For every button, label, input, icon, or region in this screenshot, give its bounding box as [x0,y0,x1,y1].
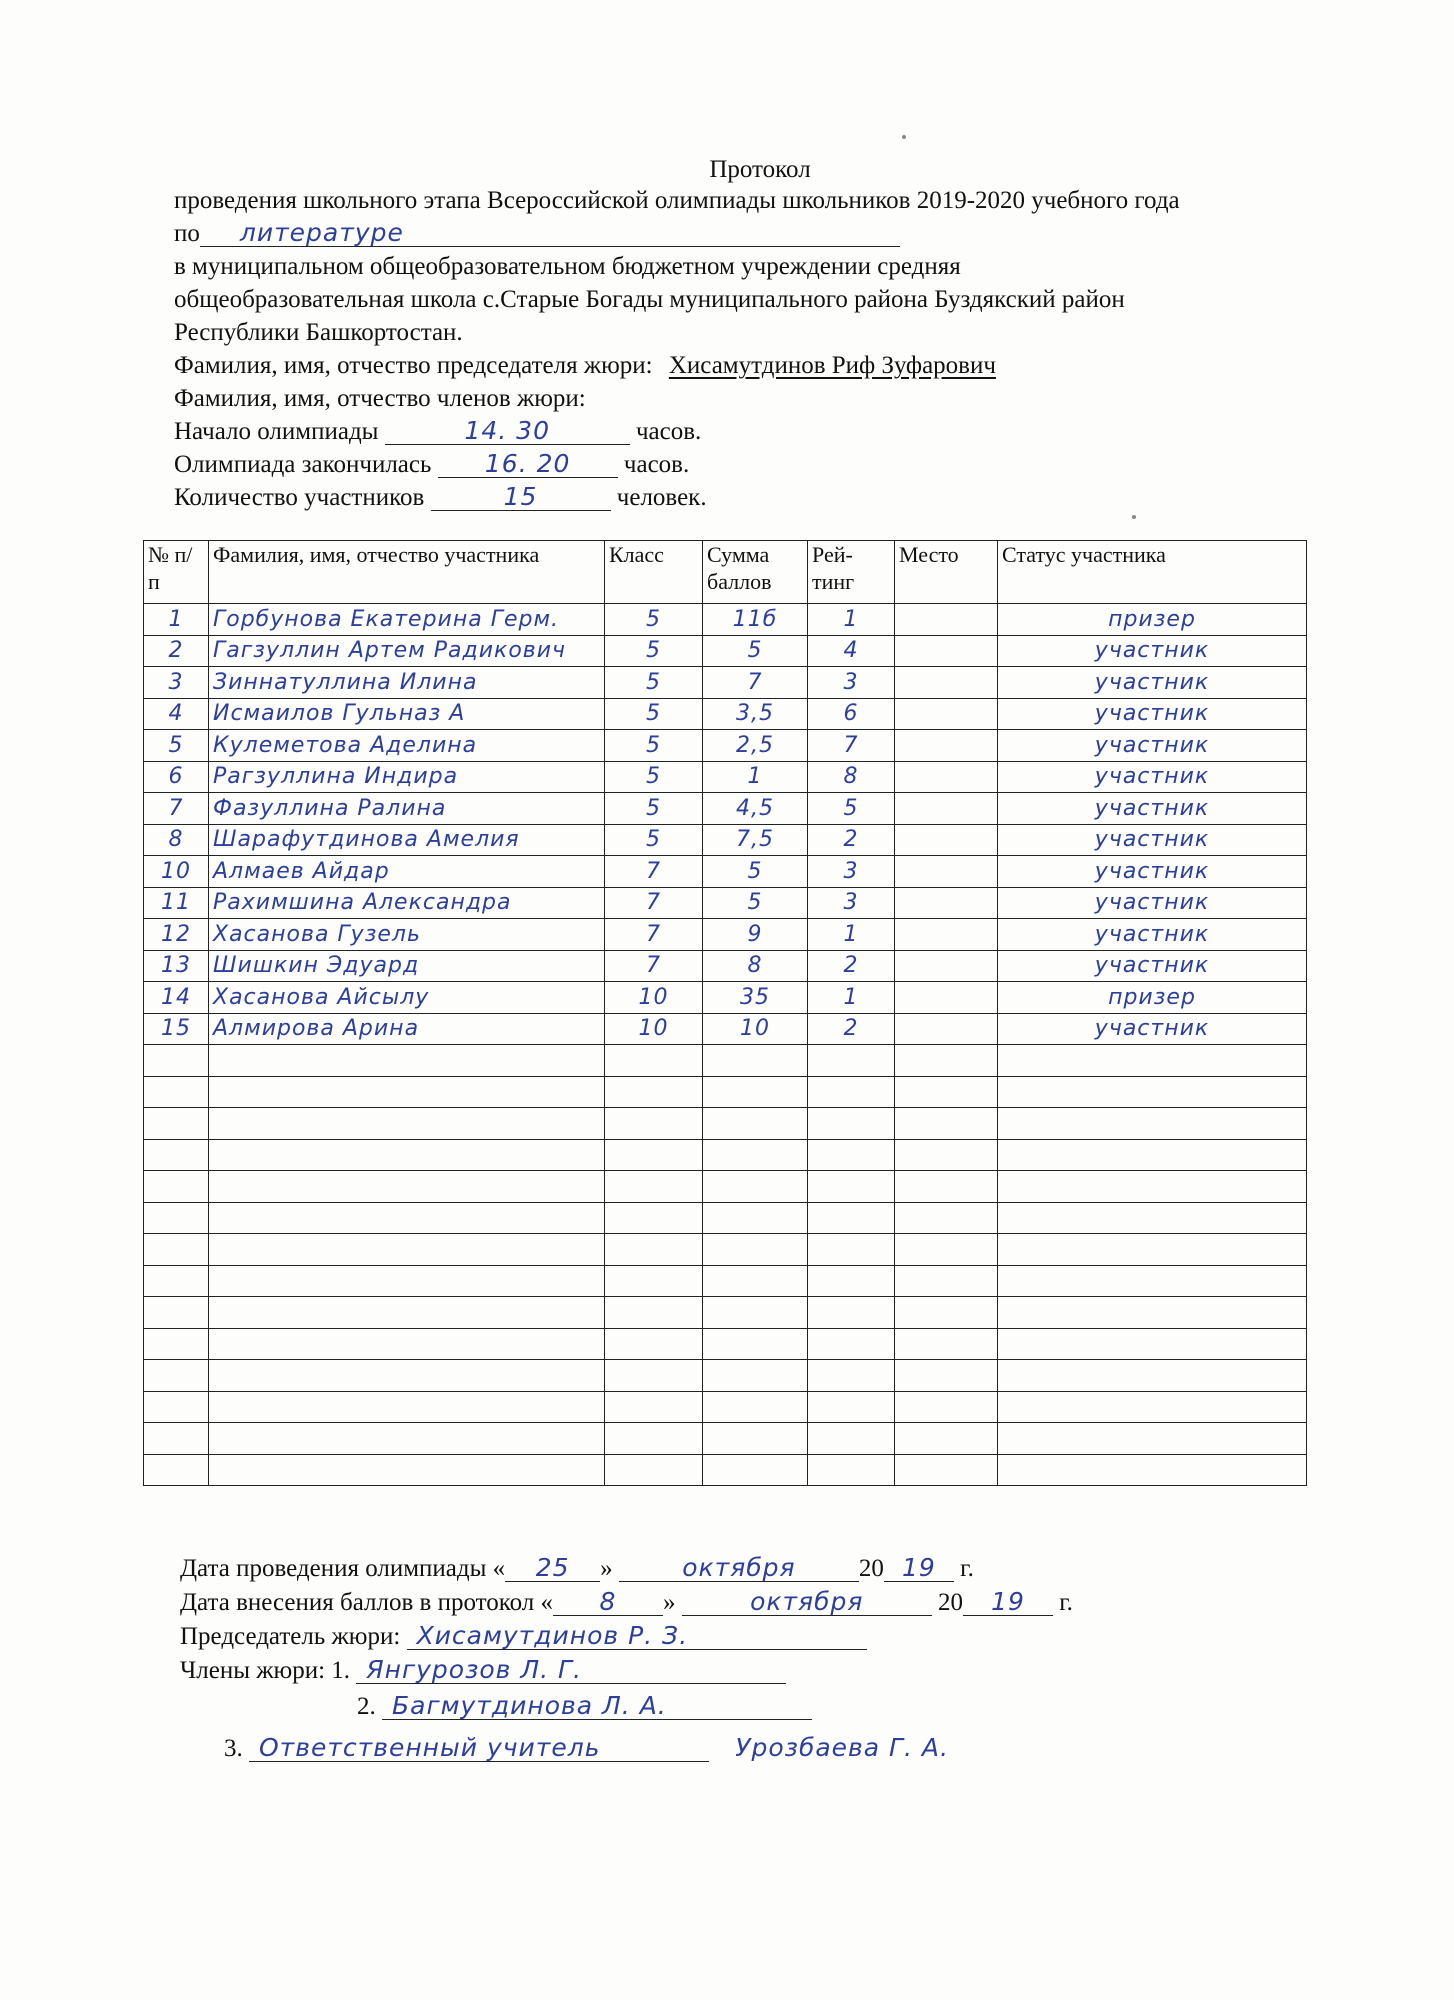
cell-name [209,1202,605,1234]
entry-date-line [180,1588,1073,1618]
cell-num: 5 [144,730,209,762]
cell-place [895,793,998,825]
cell-score: 3,5 [703,698,808,730]
cell-score [703,1297,808,1329]
empty-table-row [144,1234,1307,1266]
cell-num [144,1360,209,1392]
cell-place [895,856,998,888]
members-sign-label: Члены жюри: [180,1657,326,1684]
col-status-header: Статус участника [998,541,1307,604]
cell-grade: 10 [605,1013,703,1045]
cell-status: участник [998,950,1307,982]
member-3-name: Урозбаева Г. А. [735,1733,949,1762]
cell-rating: 2 [808,824,895,856]
cell-num [144,1045,209,1077]
cell-status: участник [998,887,1307,919]
cell-name [209,1454,605,1486]
cell-score: 10 [703,1013,808,1045]
cell-place [895,1076,998,1108]
cell-grade [605,1391,703,1423]
table-body [144,604,1307,1486]
cell-status [998,1265,1307,1297]
cell-status: участник [998,635,1307,667]
cell-rating [808,1202,895,1234]
cell-status [998,1045,1307,1077]
cell-num [144,1391,209,1423]
empty-table-row [144,1297,1307,1329]
cell-num: 11 [144,887,209,919]
col-place-header: Место [895,541,998,604]
cell-score: 8 [703,950,808,982]
entry-year-suffix: 19 [963,1589,1053,1616]
empty-table-row [144,1391,1307,1423]
cell-name [209,1265,605,1297]
table-row [144,793,1307,825]
cell-place [895,982,998,1014]
start-time: 14. 30 [385,418,630,445]
cell-grade: 7 [605,950,703,982]
cell-num: 15 [144,1013,209,1045]
entry-quote: » [663,1589,676,1616]
cell-name [209,1423,605,1455]
cell-status [998,1202,1307,1234]
scan-speck [1132,515,1136,519]
cell-grade: 7 [605,919,703,951]
cell-rating: 2 [808,1013,895,1045]
cell-place [895,730,998,762]
cell-num [144,1297,209,1329]
year-suffix: 19 [884,1555,954,1582]
cell-grade: 5 [605,793,703,825]
cell-status [998,1139,1307,1171]
cell-name: Горбунова Екатерина Герм. [209,604,605,636]
cell-score: 11б [703,604,808,636]
table-row [144,950,1307,982]
cell-name [209,1391,605,1423]
cell-place [895,1108,998,1140]
cell-name [209,1076,605,1108]
cell-place [895,698,998,730]
cell-score: 35 [703,982,808,1014]
cell-status [998,1076,1307,1108]
cell-rating [808,1108,895,1140]
cell-score [703,1360,808,1392]
chair-name: Хисамутдинов Риф Зуфарович [668,352,996,379]
table-header-row [144,541,1307,604]
member-2-number: 2. [357,1693,376,1720]
cell-name: Зиннатуллина Илина [209,667,605,699]
cell-num: 13 [144,950,209,982]
cell-grade [605,1108,703,1140]
cell-grade: 5 [605,730,703,762]
member-1-number: 1. [331,1657,351,1684]
start-line [174,417,701,447]
table-row [144,761,1307,793]
cell-score: 1 [703,761,808,793]
header-line-3: в муниципальном общеобразовательном бюджетном учреждении средняя [174,253,961,280]
cell-rating: 3 [808,887,895,919]
cell-rating [808,1391,895,1423]
cell-score [703,1045,808,1077]
cell-num: 12 [144,919,209,951]
cell-name: Алмаев Айдар [209,856,605,888]
header-line-4: общеобразовательная школа с.Старые Богады муниципального района Буздякский район [174,286,1125,313]
count-value: 15 [431,484,611,511]
header-line-5: Республики Башкортостан. [174,319,463,346]
chair-sign-label: Председатель жюри: [180,1623,401,1650]
date-quote: » [600,1555,613,1582]
cell-place [895,635,998,667]
empty-table-row [144,1423,1307,1455]
cell-num [144,1265,209,1297]
cell-place [895,1171,998,1203]
cell-grade [605,1045,703,1077]
count-label: Количество участников [174,484,425,511]
cell-name [209,1328,605,1360]
cell-num [144,1454,209,1486]
cell-name: Хасанова Айсылу [209,982,605,1014]
cell-grade [605,1328,703,1360]
col-num-header: № п/п [144,541,209,604]
cell-score [703,1423,808,1455]
cell-name [209,1139,605,1171]
table-row [144,919,1307,951]
cell-name: Кулеметова Аделина [209,730,605,762]
cell-status [998,1360,1307,1392]
subject-line [174,219,900,249]
cell-num [144,1423,209,1455]
cell-score [703,1076,808,1108]
scan-speck [902,135,906,139]
cell-rating: 2 [808,950,895,982]
cell-num [144,1202,209,1234]
subject-prefix: по [174,220,200,247]
chair-line [174,351,996,381]
cell-place [895,761,998,793]
cell-place [895,1391,998,1423]
cell-name: Исмаилов Гульназ А [209,698,605,730]
cell-status: участник [998,1013,1307,1045]
cell-score [703,1234,808,1266]
cell-name: Гагзуллин Артем Радикович [209,635,605,667]
cell-rating: 7 [808,730,895,762]
member-2-line [357,1692,812,1722]
page-title: Протокол [709,156,811,183]
cell-place [895,919,998,951]
start-label: Начало олимпиады [174,418,379,445]
cell-status: участник [998,793,1307,825]
empty-table-row [144,1076,1307,1108]
cell-status [998,1297,1307,1329]
cell-place [895,1045,998,1077]
empty-table-row [144,1045,1307,1077]
end-time: 16. 20 [438,451,618,478]
year-g-1: г. [960,1555,974,1582]
cell-grade [605,1139,703,1171]
cell-status: призер [998,982,1307,1014]
cell-status [998,1391,1307,1423]
cell-name [209,1234,605,1266]
cell-grade: 5 [605,698,703,730]
col-score-header: Сумма баллов [703,541,808,604]
cell-rating: 3 [808,856,895,888]
cell-place [895,1139,998,1171]
cell-grade: 7 [605,887,703,919]
cell-grade: 5 [605,761,703,793]
entry-month: октября [682,1589,932,1616]
empty-table-row [144,1139,1307,1171]
date-day: 25 [505,1555,600,1582]
col-rating-header: Рей-тинг [808,541,895,604]
cell-grade: 5 [605,824,703,856]
cell-rating [808,1297,895,1329]
empty-table-row [144,1454,1307,1486]
member-3-line [224,1733,949,1764]
cell-place [895,1360,998,1392]
cell-name: Хасанова Гузель [209,919,605,951]
cell-score [703,1108,808,1140]
cell-grade [605,1454,703,1486]
members-label: Фамилия, имя, отчество членов жюри: [174,385,586,412]
cell-name [209,1360,605,1392]
cell-grade [605,1234,703,1266]
cell-name: Рагзуллина Индира [209,761,605,793]
table-row [144,1013,1307,1045]
date-label: Дата проведения олимпиады « [180,1555,506,1582]
cell-num [144,1139,209,1171]
cell-grade [605,1265,703,1297]
header-line-1: проведения школьного этапа Всероссийской олимпиады школьников 2019-2020 учебного года [174,187,1180,214]
cell-score: 5 [703,856,808,888]
cell-place [895,1454,998,1486]
cell-grade [605,1171,703,1203]
empty-table-row [144,1360,1307,1392]
empty-table-row [144,1108,1307,1140]
empty-table-row [144,1202,1307,1234]
cell-place [895,824,998,856]
cell-status: участник [998,824,1307,856]
cell-name: Шишкин Эдуард [209,950,605,982]
cell-num: 10 [144,856,209,888]
table-row [144,730,1307,762]
cell-num: 7 [144,793,209,825]
cell-place [895,1234,998,1266]
cell-grade: 5 [605,667,703,699]
cell-score [703,1454,808,1486]
cell-place [895,604,998,636]
cell-rating: 4 [808,635,895,667]
cell-score [703,1328,808,1360]
cell-status: участник [998,698,1307,730]
table-row [144,698,1307,730]
cell-name [209,1045,605,1077]
cell-grade: 5 [605,635,703,667]
cell-name [209,1108,605,1140]
cell-rating [808,1076,895,1108]
end-line [174,450,689,480]
empty-table-row [144,1265,1307,1297]
cell-place [895,1013,998,1045]
cell-status: участник [998,730,1307,762]
cell-num: 14 [144,982,209,1014]
member-1-line [180,1656,786,1686]
empty-table-row [144,1328,1307,1360]
cell-score: 4,5 [703,793,808,825]
cell-status [998,1423,1307,1455]
cell-grade [605,1202,703,1234]
date-line [180,1554,974,1584]
col-grade-header: Класс [605,541,703,604]
cell-grade [605,1297,703,1329]
cell-score [703,1171,808,1203]
cell-score: 5 [703,635,808,667]
cell-place [895,1328,998,1360]
results-table [143,540,1307,1486]
entry-label: Дата внесения баллов в протокол « [180,1589,553,1616]
cell-rating [808,1454,895,1486]
cell-score [703,1265,808,1297]
entry-day: 8 [553,1589,663,1616]
entry-year-prefix: 20 [938,1589,963,1616]
member-2-signature: Багмутдинова Л. А. [382,1693,812,1720]
cell-status: участник [998,761,1307,793]
hours-label-1: часов. [635,418,702,445]
hours-label-2: часов. [623,451,690,478]
col-name-header: Фамилия, имя, отчество участника [209,541,605,604]
cell-num: 1 [144,604,209,636]
cell-rating [808,1139,895,1171]
cell-num [144,1328,209,1360]
cell-status [998,1171,1307,1203]
cell-rating: 6 [808,698,895,730]
subject-value: литературе [200,220,900,247]
cell-status: участник [998,856,1307,888]
cell-num: 3 [144,667,209,699]
cell-status [998,1234,1307,1266]
cell-place [895,950,998,982]
cell-num [144,1076,209,1108]
cell-name [209,1171,605,1203]
cell-score: 9 [703,919,808,951]
cell-rating [808,1234,895,1266]
table-row [144,982,1307,1014]
cell-num [144,1171,209,1203]
cell-rating: 1 [808,982,895,1014]
cell-name: Шарафутдинова Амелия [209,824,605,856]
table-row [144,635,1307,667]
cell-num [144,1234,209,1266]
cell-status: призер [998,604,1307,636]
cell-rating: 8 [808,761,895,793]
cell-status [998,1328,1307,1360]
cell-grade: 5 [605,604,703,636]
cell-rating [808,1423,895,1455]
cell-name: Рахимшина Александра [209,887,605,919]
member-3-role: Ответственный учитель [249,1735,709,1762]
cell-num [144,1108,209,1140]
member-1-signature: Янгурозов Л. Г. [356,1657,786,1684]
cell-grade: 7 [605,856,703,888]
table-row [144,667,1307,699]
cell-status [998,1454,1307,1486]
cell-grade [605,1423,703,1455]
cell-name: Фазуллина Ралина [209,793,605,825]
empty-table-row [144,1171,1307,1203]
cell-name: Алмирова Арина [209,1013,605,1045]
cell-rating [808,1045,895,1077]
cell-status: участник [998,667,1307,699]
cell-grade: 10 [605,982,703,1014]
cell-score: 5 [703,887,808,919]
cell-num: 6 [144,761,209,793]
cell-score: 7,5 [703,824,808,856]
table-row [144,856,1307,888]
cell-score [703,1391,808,1423]
cell-status: участник [998,919,1307,951]
cell-place [895,667,998,699]
cell-rating [808,1360,895,1392]
cell-rating [808,1171,895,1203]
cell-grade [605,1076,703,1108]
table-row [144,824,1307,856]
cell-rating: 1 [808,919,895,951]
date-month: октября [619,1555,859,1582]
cell-rating [808,1328,895,1360]
cell-rating: 1 [808,604,895,636]
cell-rating: 3 [808,667,895,699]
cell-score: 2,5 [703,730,808,762]
cell-place [895,1423,998,1455]
cell-rating: 5 [808,793,895,825]
chair-sign-line [180,1622,867,1652]
cell-num: 2 [144,635,209,667]
cell-name [209,1297,605,1329]
end-label: Олимпиада закончилась [174,451,432,478]
cell-place [895,887,998,919]
member-3-number: 3. [224,1735,243,1762]
cell-score [703,1139,808,1171]
cell-status [998,1108,1307,1140]
cell-num: 8 [144,824,209,856]
table-row [144,604,1307,636]
cell-place [895,1265,998,1297]
cell-score [703,1202,808,1234]
cell-score: 7 [703,667,808,699]
count-line [174,483,707,513]
cell-num: 4 [144,698,209,730]
year-g-2: г. [1059,1589,1073,1616]
cell-grade [605,1360,703,1392]
people-label: человек. [616,484,707,511]
table-row [144,887,1307,919]
chair-signature: Хисамутдинов Р. З. [407,1623,867,1650]
cell-place [895,1297,998,1329]
cell-rating [808,1265,895,1297]
chair-label: Фамилия, имя, отчество председателя жюри: [174,352,653,379]
year-prefix: 20 [858,1555,884,1582]
cell-place [895,1202,998,1234]
